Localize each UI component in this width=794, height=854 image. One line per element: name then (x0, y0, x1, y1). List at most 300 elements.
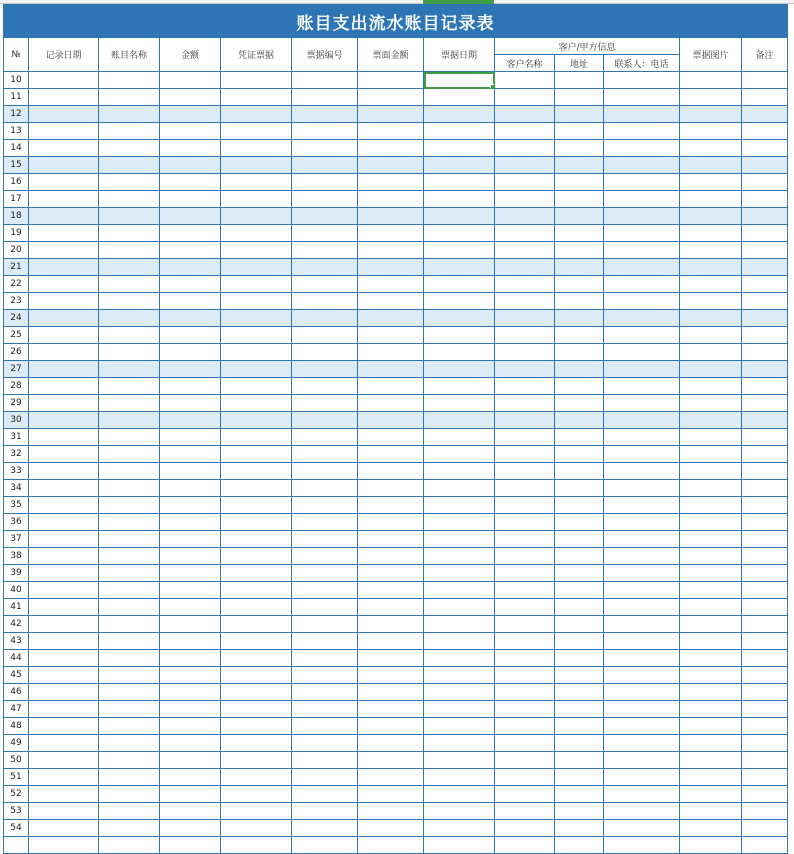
sheet-cell[interactable] (221, 616, 292, 633)
sheet-cell[interactable] (680, 242, 742, 259)
sheet-cell[interactable] (292, 735, 358, 752)
sheet-cell[interactable] (604, 293, 680, 310)
sheet-cell[interactable] (221, 480, 292, 497)
row-number-cell[interactable]: 16 (4, 174, 29, 191)
sheet-cell[interactable] (495, 786, 555, 803)
sheet-cell[interactable] (555, 820, 604, 837)
row-number-cell[interactable] (4, 837, 29, 854)
sheet-cell[interactable] (221, 276, 292, 293)
sheet-cell[interactable] (29, 123, 99, 140)
sheet-cell[interactable] (424, 531, 495, 548)
row-number-cell[interactable]: 35 (4, 497, 29, 514)
sheet-cell[interactable] (221, 157, 292, 174)
sheet-cell[interactable] (424, 769, 495, 786)
sheet-cell[interactable] (680, 157, 742, 174)
sheet-cell[interactable] (99, 140, 160, 157)
sheet-cell[interactable] (742, 310, 788, 327)
sheet-cell[interactable] (99, 89, 160, 106)
sheet-cell[interactable] (221, 446, 292, 463)
sheet-cell[interactable] (292, 548, 358, 565)
sheet-cell[interactable] (29, 361, 99, 378)
sheet-cell[interactable] (555, 769, 604, 786)
sheet-cell[interactable] (742, 497, 788, 514)
sheet-cell[interactable] (99, 735, 160, 752)
sheet-cell[interactable] (29, 463, 99, 480)
sheet-cell[interactable] (99, 276, 160, 293)
sheet-cell[interactable] (99, 446, 160, 463)
sheet-cell[interactable] (160, 650, 221, 667)
row-number-cell[interactable]: 25 (4, 327, 29, 344)
sheet-cell[interactable] (99, 803, 160, 820)
sheet-cell[interactable] (221, 191, 292, 208)
row-number-cell[interactable]: 17 (4, 191, 29, 208)
sheet-cell[interactable] (555, 208, 604, 225)
sheet-cell[interactable] (742, 667, 788, 684)
sheet-cell[interactable] (292, 565, 358, 582)
sheet-cell[interactable] (160, 803, 221, 820)
sheet-cell[interactable] (292, 174, 358, 191)
sheet-cell[interactable] (495, 191, 555, 208)
sheet-cell[interactable] (99, 429, 160, 446)
sheet-cell[interactable] (160, 327, 221, 344)
sheet-cell[interactable] (292, 701, 358, 718)
header-address[interactable]: 地址 (555, 55, 604, 72)
sheet-cell[interactable] (160, 429, 221, 446)
sheet-cell[interactable] (742, 769, 788, 786)
sheet-cell[interactable] (742, 72, 788, 89)
sheet-cell[interactable] (292, 837, 358, 854)
sheet-cell[interactable] (29, 276, 99, 293)
sheet-cell[interactable] (680, 191, 742, 208)
sheet-cell[interactable] (29, 582, 99, 599)
row-number-cell[interactable]: 42 (4, 616, 29, 633)
sheet-cell[interactable] (555, 242, 604, 259)
sheet-cell[interactable] (29, 395, 99, 412)
sheet-cell[interactable] (424, 480, 495, 497)
sheet-cell[interactable] (495, 820, 555, 837)
sheet-cell[interactable] (555, 701, 604, 718)
sheet-cell[interactable] (99, 208, 160, 225)
sheet-cell[interactable] (742, 174, 788, 191)
sheet-cell[interactable] (358, 157, 424, 174)
sheet-cell[interactable] (160, 344, 221, 361)
sheet-cell[interactable] (29, 684, 99, 701)
sheet-cell[interactable] (604, 191, 680, 208)
sheet-cell[interactable] (358, 633, 424, 650)
sheet-cell[interactable] (555, 803, 604, 820)
row-number-cell[interactable]: 51 (4, 769, 29, 786)
sheet-cell[interactable] (358, 650, 424, 667)
sheet-cell[interactable] (292, 412, 358, 429)
sheet-cell[interactable] (29, 820, 99, 837)
sheet-cell[interactable] (358, 820, 424, 837)
sheet-cell[interactable] (424, 514, 495, 531)
sheet-cell[interactable] (221, 820, 292, 837)
sheet-cell[interactable] (99, 820, 160, 837)
sheet-cell[interactable] (555, 514, 604, 531)
sheet-cell[interactable] (160, 123, 221, 140)
sheet-cell[interactable] (160, 480, 221, 497)
sheet-cell[interactable] (29, 514, 99, 531)
sheet-cell[interactable] (292, 633, 358, 650)
row-number-cell[interactable]: 52 (4, 786, 29, 803)
sheet-cell[interactable] (680, 531, 742, 548)
sheet-cell[interactable] (742, 684, 788, 701)
sheet-cell[interactable] (99, 106, 160, 123)
sheet-cell[interactable] (160, 106, 221, 123)
sheet-cell[interactable] (29, 327, 99, 344)
sheet-cell[interactable] (160, 735, 221, 752)
sheet-cell[interactable] (358, 480, 424, 497)
sheet-cell[interactable] (495, 174, 555, 191)
sheet-cell[interactable] (160, 718, 221, 735)
sheet-cell[interactable] (742, 599, 788, 616)
sheet-cell[interactable] (604, 480, 680, 497)
sheet-cell[interactable] (495, 769, 555, 786)
sheet-cell[interactable] (555, 293, 604, 310)
header-remark[interactable]: 备注 (742, 38, 788, 72)
sheet-cell[interactable] (604, 531, 680, 548)
sheet-cell[interactable] (160, 786, 221, 803)
sheet-cell[interactable] (99, 667, 160, 684)
sheet-cell[interactable] (221, 599, 292, 616)
sheet-cell[interactable] (604, 633, 680, 650)
sheet-cell[interactable] (742, 191, 788, 208)
sheet-cell[interactable] (221, 701, 292, 718)
sheet-cell[interactable] (292, 123, 358, 140)
sheet-cell[interactable] (99, 395, 160, 412)
sheet-cell[interactable] (742, 480, 788, 497)
sheet-cell[interactable] (555, 259, 604, 276)
sheet-cell[interactable] (99, 548, 160, 565)
row-number-cell[interactable]: 12 (4, 106, 29, 123)
sheet-cell[interactable] (358, 344, 424, 361)
sheet-cell[interactable] (29, 225, 99, 242)
sheet-cell[interactable] (742, 820, 788, 837)
sheet-cell[interactable] (495, 123, 555, 140)
sheet-cell[interactable] (292, 89, 358, 106)
sheet-cell[interactable] (221, 72, 292, 89)
row-number-cell[interactable]: 47 (4, 701, 29, 718)
sheet-cell[interactable] (742, 89, 788, 106)
sheet-cell[interactable] (221, 463, 292, 480)
sheet-cell[interactable] (29, 259, 99, 276)
row-number-cell[interactable]: 11 (4, 89, 29, 106)
sheet-cell[interactable] (604, 650, 680, 667)
sheet-cell[interactable] (424, 242, 495, 259)
sheet-cell[interactable] (221, 684, 292, 701)
sheet-cell[interactable] (221, 650, 292, 667)
sheet-cell[interactable] (221, 310, 292, 327)
sheet-cell[interactable] (292, 752, 358, 769)
sheet-cell[interactable] (99, 157, 160, 174)
sheet-cell[interactable] (495, 565, 555, 582)
sheet-cell[interactable] (555, 650, 604, 667)
sheet-cell[interactable] (292, 276, 358, 293)
sheet-cell[interactable] (160, 361, 221, 378)
row-number-cell[interactable]: 41 (4, 599, 29, 616)
sheet-cell[interactable] (160, 548, 221, 565)
sheet-cell[interactable] (99, 225, 160, 242)
sheet-cell[interactable] (358, 378, 424, 395)
sheet-cell[interactable] (99, 191, 160, 208)
header-ticket-image[interactable]: 票据图片 (680, 38, 742, 72)
sheet-cell[interactable] (221, 378, 292, 395)
sheet-cell[interactable] (358, 565, 424, 582)
row-number-cell[interactable]: 38 (4, 548, 29, 565)
sheet-cell[interactable] (424, 446, 495, 463)
sheet-cell[interactable] (292, 208, 358, 225)
sheet-cell[interactable] (495, 242, 555, 259)
sheet-cell[interactable] (424, 361, 495, 378)
sheet-cell[interactable] (358, 837, 424, 854)
sheet-cell[interactable] (29, 429, 99, 446)
sheet-cell[interactable] (160, 582, 221, 599)
row-number-cell[interactable]: 33 (4, 463, 29, 480)
sheet-cell[interactable] (680, 412, 742, 429)
sheet-cell[interactable] (742, 276, 788, 293)
sheet-cell[interactable] (424, 429, 495, 446)
sheet-cell[interactable] (358, 191, 424, 208)
sheet-cell[interactable] (604, 344, 680, 361)
sheet-cell[interactable] (358, 395, 424, 412)
row-number-cell[interactable]: 19 (4, 225, 29, 242)
sheet-cell[interactable] (424, 786, 495, 803)
sheet-cell[interactable] (604, 599, 680, 616)
sheet-cell[interactable] (221, 242, 292, 259)
sheet-cell[interactable] (160, 531, 221, 548)
sheet-cell[interactable] (29, 531, 99, 548)
sheet-cell[interactable] (680, 497, 742, 514)
sheet-cell[interactable] (358, 140, 424, 157)
sheet-cell[interactable] (358, 123, 424, 140)
header-ticket-no[interactable]: 票据编号 (292, 38, 358, 72)
sheet-cell[interactable] (495, 582, 555, 599)
sheet-cell[interactable] (680, 820, 742, 837)
sheet-cell[interactable] (424, 174, 495, 191)
sheet-cell[interactable] (742, 616, 788, 633)
sheet-cell[interactable] (99, 752, 160, 769)
sheet-cell[interactable] (424, 565, 495, 582)
sheet-cell[interactable] (221, 174, 292, 191)
sheet-cell[interactable] (424, 599, 495, 616)
row-number-cell[interactable]: 39 (4, 565, 29, 582)
sheet-cell[interactable] (99, 361, 160, 378)
row-number-cell[interactable]: 26 (4, 344, 29, 361)
sheet-cell[interactable] (99, 837, 160, 854)
row-number-cell[interactable]: 18 (4, 208, 29, 225)
row-number-cell[interactable]: 40 (4, 582, 29, 599)
sheet-cell[interactable] (292, 769, 358, 786)
row-number-cell[interactable]: 23 (4, 293, 29, 310)
sheet-cell[interactable] (604, 820, 680, 837)
sheet-cell[interactable] (555, 786, 604, 803)
sheet-cell[interactable] (604, 361, 680, 378)
sheet-cell[interactable] (424, 208, 495, 225)
sheet-cell[interactable] (292, 514, 358, 531)
sheet-cell[interactable] (358, 497, 424, 514)
row-number-cell[interactable]: 53 (4, 803, 29, 820)
sheet-cell[interactable] (221, 395, 292, 412)
sheet-cell[interactable] (604, 225, 680, 242)
sheet-cell[interactable] (160, 633, 221, 650)
row-number-cell[interactable]: 45 (4, 667, 29, 684)
sheet-cell[interactable] (221, 582, 292, 599)
sheet-cell[interactable] (555, 480, 604, 497)
sheet-cell[interactable] (680, 718, 742, 735)
sheet-cell[interactable] (742, 463, 788, 480)
sheet-cell[interactable] (29, 412, 99, 429)
sheet-cell[interactable] (160, 412, 221, 429)
sheet-cell[interactable] (555, 89, 604, 106)
sheet-cell[interactable] (555, 361, 604, 378)
sheet-cell[interactable] (495, 412, 555, 429)
sheet-cell[interactable] (292, 718, 358, 735)
row-number-cell[interactable]: 34 (4, 480, 29, 497)
sheet-cell[interactable] (292, 429, 358, 446)
sheet-cell[interactable] (292, 480, 358, 497)
sheet-cell[interactable] (424, 497, 495, 514)
sheet-cell[interactable] (495, 327, 555, 344)
sheet-cell[interactable] (555, 225, 604, 242)
sheet-cell[interactable] (742, 446, 788, 463)
sheet-cell[interactable] (424, 293, 495, 310)
sheet-cell[interactable] (495, 259, 555, 276)
sheet-cell[interactable] (555, 276, 604, 293)
sheet-cell[interactable] (495, 157, 555, 174)
sheet-cell[interactable] (358, 259, 424, 276)
sheet-cell[interactable] (555, 667, 604, 684)
sheet-cell[interactable] (495, 429, 555, 446)
sheet-cell[interactable] (292, 786, 358, 803)
sheet-cell[interactable] (358, 276, 424, 293)
sheet-cell[interactable] (424, 837, 495, 854)
row-number-cell[interactable]: 14 (4, 140, 29, 157)
header-no[interactable]: № (4, 38, 29, 72)
row-number-cell[interactable]: 49 (4, 735, 29, 752)
sheet-cell[interactable] (604, 259, 680, 276)
sheet-cell[interactable] (555, 412, 604, 429)
sheet-cell[interactable] (680, 106, 742, 123)
sheet-cell[interactable] (604, 310, 680, 327)
sheet-cell[interactable] (555, 395, 604, 412)
sheet-cell[interactable] (29, 667, 99, 684)
sheet-cell[interactable] (160, 174, 221, 191)
sheet-cell[interactable] (29, 633, 99, 650)
sheet-cell[interactable] (680, 429, 742, 446)
sheet-cell[interactable] (292, 191, 358, 208)
sheet-cell[interactable] (742, 837, 788, 854)
sheet-cell[interactable] (424, 650, 495, 667)
sheet-cell[interactable] (742, 242, 788, 259)
sheet-cell[interactable] (221, 752, 292, 769)
sheet-cell[interactable] (424, 225, 495, 242)
sheet-cell[interactable] (358, 208, 424, 225)
sheet-cell[interactable] (160, 820, 221, 837)
sheet-cell[interactable] (680, 395, 742, 412)
sheet-cell[interactable] (680, 803, 742, 820)
sheet-cell[interactable] (495, 599, 555, 616)
sheet-cell[interactable] (555, 531, 604, 548)
sheet-cell[interactable] (29, 616, 99, 633)
sheet-cell[interactable] (495, 718, 555, 735)
sheet-cell[interactable] (555, 837, 604, 854)
active-cell[interactable] (424, 72, 495, 89)
sheet-cell[interactable] (680, 582, 742, 599)
sheet-cell[interactable] (292, 327, 358, 344)
sheet-cell[interactable] (221, 361, 292, 378)
sheet-cell[interactable] (555, 106, 604, 123)
sheet-cell[interactable] (292, 497, 358, 514)
sheet-cell[interactable] (495, 650, 555, 667)
sheet-cell[interactable] (555, 310, 604, 327)
sheet-cell[interactable] (99, 786, 160, 803)
sheet-cell[interactable] (680, 650, 742, 667)
header-ticket-date[interactable]: 票据日期 (424, 38, 495, 72)
sheet-cell[interactable] (292, 531, 358, 548)
sheet-cell[interactable] (604, 735, 680, 752)
sheet-cell[interactable] (29, 344, 99, 361)
sheet-cell[interactable] (495, 684, 555, 701)
sheet-cell[interactable] (221, 837, 292, 854)
row-number-cell[interactable]: 24 (4, 310, 29, 327)
header-client-name[interactable]: 客户名称 (495, 55, 555, 72)
sheet-cell[interactable] (424, 718, 495, 735)
sheet-cell[interactable] (742, 752, 788, 769)
sheet-cell[interactable] (358, 684, 424, 701)
sheet-cell[interactable] (555, 140, 604, 157)
sheet-cell[interactable] (292, 140, 358, 157)
row-number-cell[interactable]: 10 (4, 72, 29, 89)
sheet-cell[interactable] (555, 616, 604, 633)
sheet-cell[interactable] (99, 701, 160, 718)
sheet-cell[interactable] (29, 837, 99, 854)
sheet-cell[interactable] (358, 667, 424, 684)
sheet-cell[interactable] (555, 599, 604, 616)
sheet-cell[interactable] (160, 157, 221, 174)
sheet-cell[interactable] (358, 514, 424, 531)
sheet-cell[interactable] (742, 378, 788, 395)
sheet-cell[interactable] (221, 565, 292, 582)
sheet-cell[interactable] (221, 667, 292, 684)
sheet-cell[interactable] (99, 616, 160, 633)
sheet-cell[interactable] (29, 174, 99, 191)
sheet-cell[interactable] (160, 191, 221, 208)
sheet-cell[interactable] (358, 89, 424, 106)
sheet-cell[interactable] (99, 514, 160, 531)
sheet-cell[interactable] (292, 650, 358, 667)
row-number-cell[interactable]: 32 (4, 446, 29, 463)
sheet-cell[interactable] (358, 803, 424, 820)
sheet-cell[interactable] (424, 276, 495, 293)
sheet-cell[interactable] (495, 106, 555, 123)
sheet-cell[interactable] (99, 174, 160, 191)
sheet-cell[interactable] (221, 531, 292, 548)
sheet-cell[interactable] (99, 123, 160, 140)
sheet-cell[interactable] (495, 208, 555, 225)
row-number-cell[interactable]: 20 (4, 242, 29, 259)
sheet-cell[interactable] (424, 803, 495, 820)
sheet-cell[interactable] (29, 769, 99, 786)
sheet-cell[interactable] (742, 395, 788, 412)
sheet-cell[interactable] (99, 378, 160, 395)
sheet-cell[interactable] (99, 463, 160, 480)
sheet-cell[interactable] (292, 310, 358, 327)
sheet-cell[interactable] (424, 89, 495, 106)
sheet-cell[interactable] (495, 497, 555, 514)
sheet-cell[interactable] (604, 684, 680, 701)
sheet-cell[interactable] (680, 310, 742, 327)
